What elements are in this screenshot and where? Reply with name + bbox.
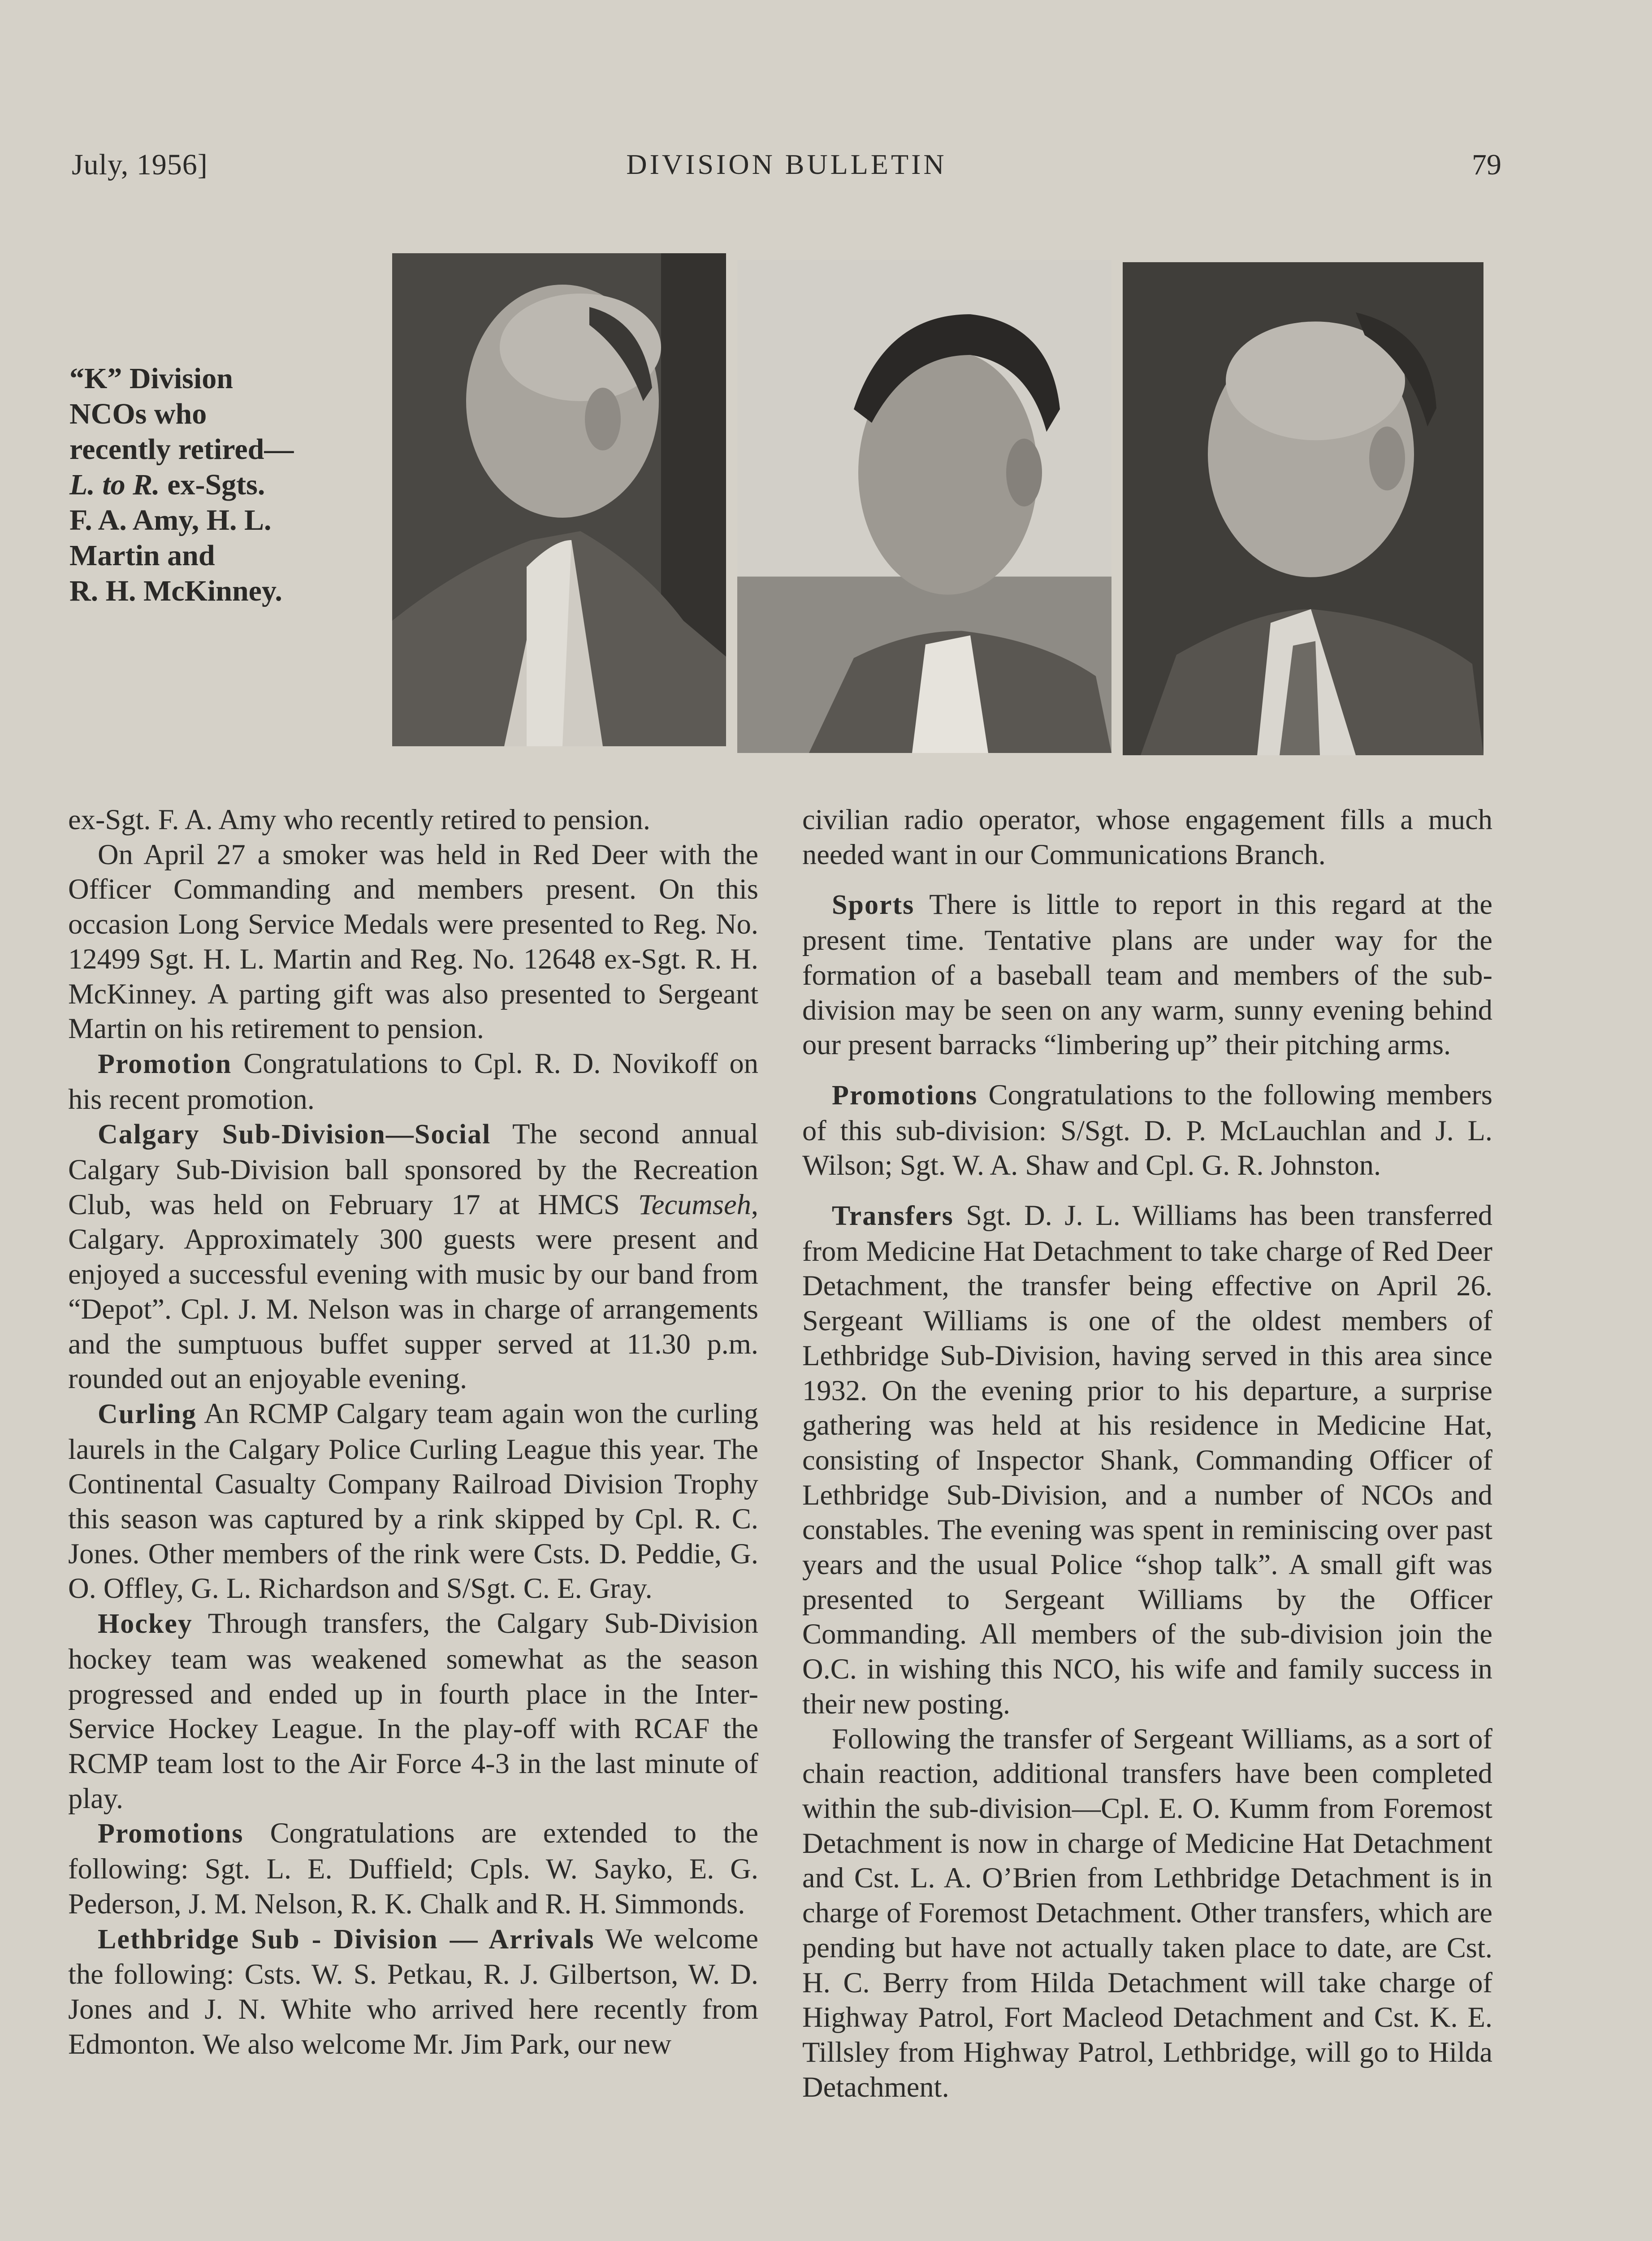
paragraph: On April 27 a smoker was held in Red Deer with the Officer Commanding and members present. On this occasion Long Service Medals were presented to Reg. No. 12499 Sgt. H. L. Martin and Reg. No. 12648 ex-Sgt. R. H. McKinney. A parting gift was also presented to Sergeant Martin on his retirement to pension.: [68, 838, 758, 1045]
paragraph-text: There is little to report in this regard at the present time. Tentative plans are under way for the formation of a baseball team and members of the sub-division may be seen on any warm, sunny evening behind our present barracks “limbering up” their pitching arms.: [802, 888, 1492, 1061]
paragraph: Following the transfer of Sergeant Williams, as a sort of chain reaction, additional transfers have been completed within the sub-division—Cpl. E. O. Kumm from Foremost Detachment is now in charge of Medicine Hat Detachment and Cst. L. A. O’Brien from Lethbridge Detachment is in charge of Foremost Detachment. Other transfers, which are pending but have not actually taken place to date, are Cst. H. C. Berry from Hilda Detachment will take charge of Highway Patrol, Fort Macleod Detachment and Cst. K. E. Tillsley from Highway Patrol, Lethbridge, will go to Hilda Detachment.: [802, 1722, 1492, 2103]
issue-date: July, 1956]: [72, 148, 208, 181]
caption-line: [69, 467, 392, 502]
paragraph-transfers: [802, 1198, 1492, 1722]
section-heading: Transfers: [832, 1201, 954, 1232]
publication-title: DIVISION BULLETIN: [626, 148, 947, 180]
section-heading: Promotion: [98, 1048, 232, 1079]
paragraph-text: An RCMP Calgary team again won the curling laurels in the Calgary Police Curling League this year. The Continental Casualty Company Railroad Division Trophy this season was captured by a rink skipped by Cpl. R. C. Jones. Other members of the rink were Csts. D. Peddie, G. O. Offley, G. L. Richardson and S/Sgt. C. E. Gray.: [68, 1397, 758, 1605]
section-heading: Promotions: [832, 1080, 978, 1111]
portrait-illustration: [737, 260, 1111, 753]
paragraph: ex-Sgt. F. A. Amy who recently retired to pension.: [68, 804, 650, 835]
ship-name: Tecumseh: [638, 1188, 751, 1220]
page-number: 79: [1472, 148, 1501, 181]
paragraph-text: We welcome the following: Csts. W. S. Petkau, R. J. Gilbertson, W. D. Jones and J. N. White who arrived here recently from Edmonton. We also welcome Mr. Jim Park, our new: [68, 1922, 758, 2060]
caption-line: “K” Division: [69, 362, 233, 395]
section-heading: Sports: [832, 890, 915, 921]
paragraph-text: Congratulations to Cpl. R. D. Novikoff on his recent promotion.: [68, 1047, 758, 1115]
section-heading: Lethbridge Sub - Division — Arrivals: [98, 1924, 595, 1955]
caption-line: NCOs who: [69, 398, 207, 430]
paragraph-text: Congratulations to the following members of this sub-division: S/Sgt. D. P. McLauchlan and J. L. Wilson; Sgt. W. A. Shaw and Cpl. G. R. Johnston.: [802, 1078, 1492, 1181]
paragraph-text: Through transfers, the Calgary Sub-Division hockey team was weakened somewhat as the season progressed and ended up in fourth place in the Inter-Service Hockey League. In the play-off with RCAF the RCMP team lost to the Air Force 4-3 in the last minute of play.: [68, 1607, 758, 1814]
section-heading: Promotions: [98, 1818, 244, 1849]
paragraph-promotion: [68, 1046, 758, 1116]
caption-line: R. H. McKinney.: [69, 575, 282, 607]
paragraph-promotions: [802, 1077, 1492, 1183]
paragraph-curling: [68, 1396, 758, 1606]
caption-direction: L. to R.: [69, 468, 160, 501]
section-heading: Hockey: [98, 1609, 193, 1640]
portrait-photo-mckinney: [1123, 262, 1483, 755]
paragraph-lethbridge-arrivals: [68, 1921, 758, 2062]
photo-caption: [69, 361, 392, 609]
right-column: [802, 802, 1492, 2104]
caption-line: F. A. Amy, H. L.: [69, 504, 272, 536]
running-header: [72, 148, 1501, 197]
caption-line: recently retired—: [69, 433, 294, 466]
portrait-photo-martin: [737, 260, 1111, 753]
paragraph-text: Congratulations are extended to the following: Sgt. L. E. Duffield; Cpls. W. Sayko, E. G. Pederson, J. M. Nelson, R. K. Chalk and R. H. Simmonds.: [68, 1817, 758, 1920]
paragraph-text: The second annual Calgary Sub-Division ball sponsored by the Recreation Club, was held on February 17 at HMCS: [68, 1118, 758, 1220]
paragraph-text: Sgt. D. J. L. Williams has been transferred from Medicine Hat Detachment to take charge of Red Deer Detachment, the transfer being effective on April 26. Sergeant Williams is one of the oldest members of Lethbridge Sub-Division, having served in this area since 1932. On the evening prior to his departure, a surprise gathering was held at his residence in Medicine Hat, consisting of Inspector Shank, Commanding Officer of Lethbridge Sub-Division, and a number of NCOs and constables. The evening was spent in reminiscing over past years and the usual Police “shop talk”. A small gift was presented to Sergeant Williams by the Officer Commanding. All members of the sub-division join the O.C. in wishing this NCO, his wife and family success in their new posting.: [802, 1199, 1492, 1720]
portrait-illustration: [392, 253, 726, 746]
left-column: [68, 802, 758, 2061]
paragraph-hockey: [68, 1606, 758, 1816]
paragraph-text: , Calgary. Approximately 300 guests were present and enjoyed a successful evening with music by our band from “Depot”. Cpl. J. M. Nelson was in charge of arrangements and the sumptuous buffet supper served at 11.30 p.m. rounded out an enjoyable evening.: [68, 1188, 758, 1395]
caption-ranks: ex-Sgts.: [160, 468, 265, 501]
paragraph: civilian radio operator, whose engagement fills a much needed want in our Communications Branch.: [802, 804, 1492, 870]
paragraph-promotions: [68, 1816, 758, 1921]
portrait-photo-amy: [392, 253, 726, 746]
section-heading: Curling: [98, 1398, 197, 1429]
paragraph-calgary-social: [68, 1116, 758, 1396]
caption-line: Martin and: [69, 539, 215, 572]
paragraph-sports: [802, 887, 1492, 1062]
portrait-illustration: [1123, 262, 1483, 755]
section-heading: Calgary Sub-Division—Social: [98, 1119, 491, 1150]
